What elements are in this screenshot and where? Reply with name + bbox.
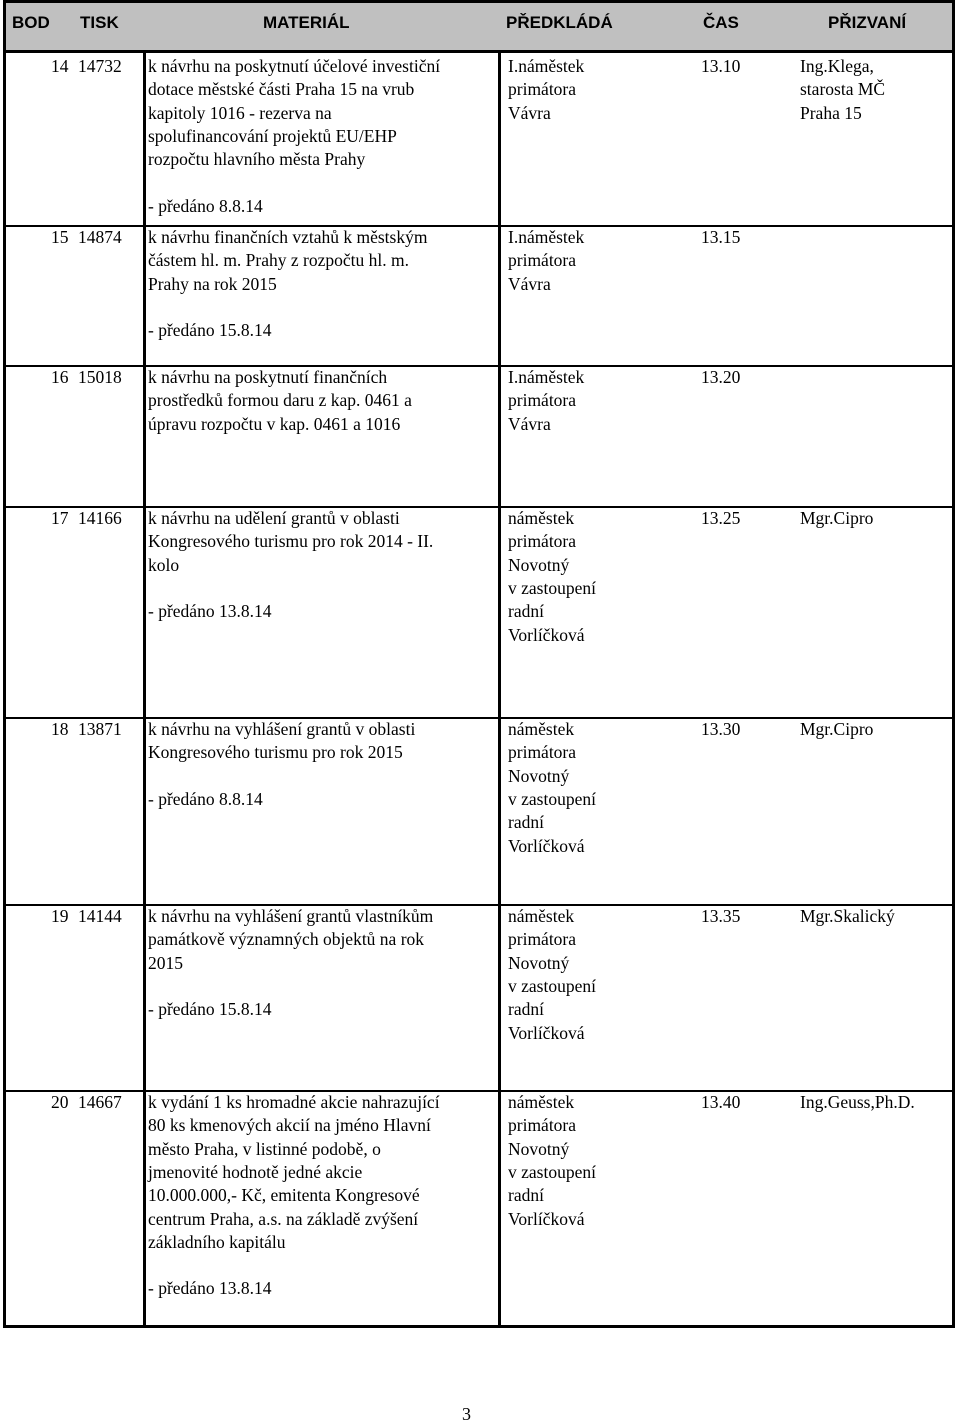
cas-cell: 13.30: [701, 719, 741, 739]
material-line: prostředků formou daru z kap. 0461 a: [148, 390, 412, 411]
predano-note: - předáno 15.8.14: [148, 320, 272, 341]
material-line: spolufinancování projektů EU/EHP: [148, 125, 397, 146]
header-predklada: PŘEDKLÁDÁ: [506, 13, 613, 32]
header-material: MATERIÁL: [263, 13, 350, 32]
tisk-cell: 14166: [78, 508, 122, 528]
predklada-line: primátora: [508, 250, 577, 271]
predano-note: - předáno 13.8.14: [148, 1278, 272, 1299]
cas-cell: 13.25: [701, 508, 741, 528]
prizvani-line: starosta MČ: [800, 79, 886, 100]
tisk-cell: 14667: [78, 1092, 122, 1112]
predklada-line: primátora: [508, 929, 577, 950]
cas-cell: 13.40: [701, 1092, 741, 1112]
material-line: město Praha, v listinné podobě, o: [148, 1138, 381, 1159]
predklada-line: náměstek: [508, 508, 575, 528]
prizvani-line: Ing.Geuss,Ph.D.: [800, 1092, 915, 1112]
predklada-line: primátora: [508, 390, 577, 411]
bod-cell: 17: [51, 508, 69, 528]
predklada-line: náměstek: [508, 719, 575, 739]
bod-cell: 20: [51, 1092, 69, 1112]
predklada-line: Novotný: [508, 952, 570, 973]
cas-cell: 13.15: [701, 227, 741, 247]
column-divider: [143, 53, 146, 1325]
page-number: 3: [462, 1404, 471, 1424]
predano-note: - předáno 8.8.14: [148, 788, 263, 809]
predklada-line: Novotný: [508, 765, 570, 786]
predklada-line: v zastoupení: [508, 975, 596, 996]
material-line: základního kapitálu: [148, 1231, 286, 1252]
predklada-line: primátora: [508, 1115, 577, 1136]
material-line: Kongresového turismu pro rok 2014 - II.: [148, 531, 434, 552]
material-line: k vydání 1 ks hromadné akcie nahrazující: [148, 1092, 440, 1112]
prizvani-line: Mgr.Cipro: [800, 508, 874, 528]
cas-cell: 13.35: [701, 906, 741, 926]
predklada-line: radní: [508, 601, 544, 622]
tisk-cell: 14732: [78, 56, 122, 76]
predklada-line: Novotný: [508, 554, 570, 575]
predklada-line: Vávra: [508, 273, 551, 294]
material-line: k návrhu na vyhlášení grantů vlastníkům: [148, 906, 434, 926]
bod-cell: 14: [51, 56, 69, 76]
material-line: rozpočtu hlavního města Prahy: [148, 149, 366, 170]
material-line: památkově významných objektů na rok: [148, 929, 425, 950]
predklada-line: primátora: [508, 742, 577, 763]
header-tisk: TISK: [80, 13, 119, 32]
tisk-cell: 13871: [78, 719, 122, 739]
header-prizvani: PŘIZVANÍ: [828, 13, 907, 32]
prizvani-line: Ing.Klega,: [800, 56, 874, 76]
material-line: 10.000.000,- Kč, emitenta Kongresové: [148, 1185, 420, 1206]
tisk-cell: 14144: [78, 906, 122, 926]
predklada-line: radní: [508, 999, 544, 1020]
material-line: k návrhu na udělení grantů v oblasti: [148, 508, 400, 528]
predklada-line: Vávra: [508, 102, 551, 123]
predklada-line: Vávra: [508, 413, 551, 434]
predklada-line: Vorlíčková: [508, 835, 585, 856]
material-line: kapitoly 1016 - rezerva na: [148, 102, 332, 123]
material-line: centrum Praha, a.s. na základě zvýšení: [148, 1208, 419, 1229]
material-line: úpravu rozpočtu v kap. 0461 a 1016: [148, 413, 401, 434]
predano-note: - předáno 13.8.14: [148, 601, 272, 622]
predano-note: - předáno 15.8.14: [148, 999, 272, 1020]
material-line: jmenovité hodnotě jedné akcie: [148, 1161, 363, 1182]
material-line: k návrhu finančních vztahů k městským: [148, 227, 428, 247]
predklada-line: v zastoupení: [508, 1161, 596, 1182]
bod-cell: 16: [51, 367, 69, 387]
tisk-cell: 14874: [78, 227, 122, 247]
tisk-cell: 15018: [78, 367, 122, 387]
material-line: částem hl. m. Prahy z rozpočtu hl. m.: [148, 250, 409, 271]
predklada-line: I.náměstek: [508, 227, 585, 247]
predklada-line: Vorlíčková: [508, 1208, 585, 1229]
material-line: k návrhu na poskytnutí účelové investiční: [148, 56, 441, 76]
predklada-line: Vorlíčková: [508, 1022, 585, 1043]
material-line: 80 ks kmenových akcií na jméno Hlavní: [148, 1115, 431, 1136]
predklada-line: I.náměstek: [508, 367, 585, 387]
prizvani-line: Mgr.Cipro: [800, 719, 874, 739]
table-header-row: [6, 3, 952, 53]
prizvani-line: Mgr.Skalický: [800, 906, 895, 926]
material-line: kolo: [148, 554, 180, 575]
predklada-line: v zastoupení: [508, 788, 596, 809]
material-line: dotace městské části Praha 15 na vrub: [148, 79, 415, 100]
header-bod: BOD: [12, 13, 50, 32]
cas-cell: 13.20: [701, 367, 741, 387]
material-line: Prahy na rok 2015: [148, 273, 277, 294]
predklada-line: primátora: [508, 79, 577, 100]
predklada-line: náměstek: [508, 906, 575, 926]
bod-cell: 15: [51, 227, 69, 247]
header-cas: ČAS: [703, 13, 739, 32]
predklada-line: I.náměstek: [508, 56, 585, 76]
material-line: 2015: [148, 952, 183, 973]
predklada-line: Novotný: [508, 1138, 570, 1159]
bod-cell: 18: [51, 719, 69, 739]
predklada-line: Vorlíčková: [508, 624, 585, 645]
agenda-table: [3, 0, 955, 1328]
predklada-line: radní: [508, 1185, 544, 1206]
material-line: Kongresového turismu pro rok 2015: [148, 742, 403, 763]
prizvani-line: Praha 15: [800, 102, 862, 123]
predklada-line: primátora: [508, 531, 577, 552]
column-divider: [498, 53, 501, 1325]
predklada-line: v zastoupení: [508, 577, 596, 598]
material-line: k návrhu na poskytnutí finančních: [148, 367, 388, 387]
material-line: k návrhu na vyhlášení grantů v oblasti: [148, 719, 416, 739]
predklada-line: náměstek: [508, 1092, 575, 1112]
cas-cell: 13.10: [701, 56, 741, 76]
bod-cell: 19: [51, 906, 69, 926]
predklada-line: radní: [508, 812, 544, 833]
predano-note: - předáno 8.8.14: [148, 195, 263, 216]
